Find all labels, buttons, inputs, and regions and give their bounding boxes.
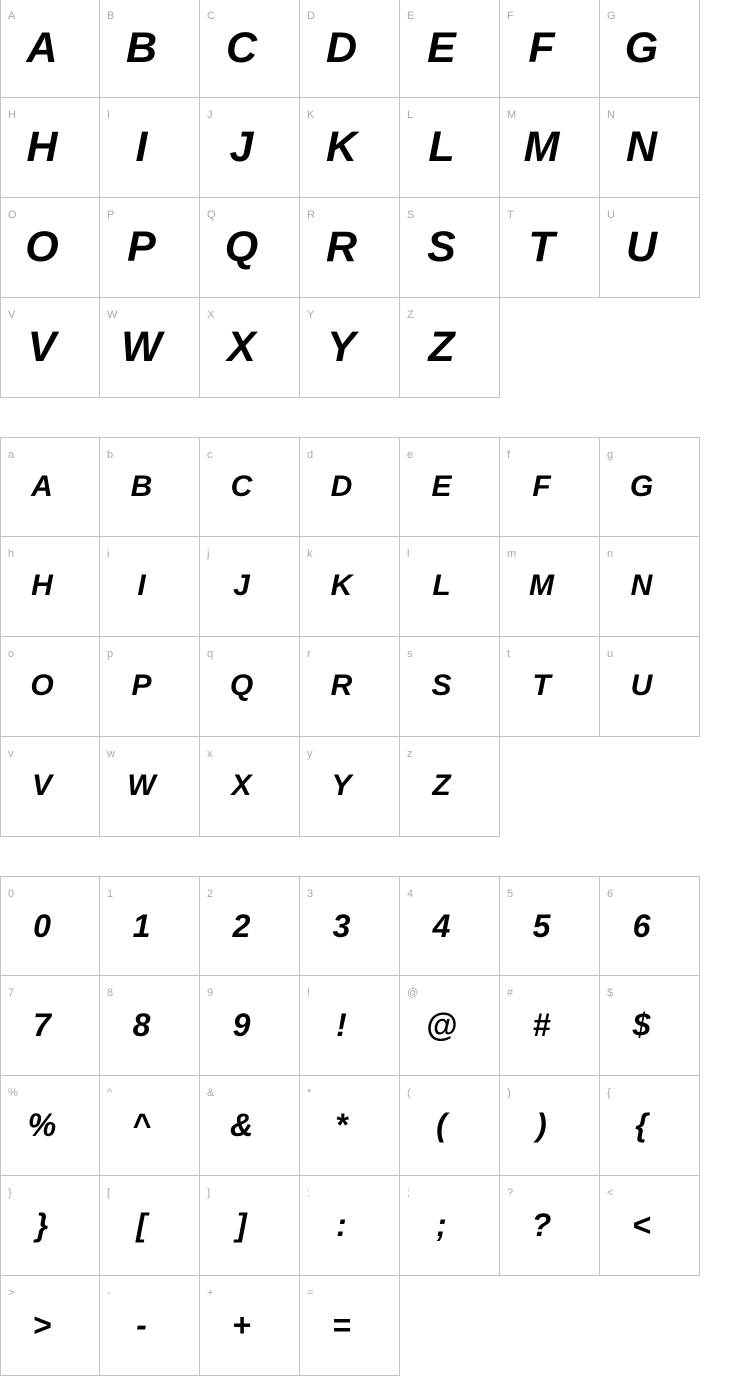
glyph-preview: X <box>231 769 252 802</box>
lowercase-glyph-table <box>0 437 740 837</box>
glyph-preview: O <box>25 223 59 271</box>
glyph-cell <box>200 537 300 637</box>
glyph-cell <box>200 0 300 98</box>
glyph-cell <box>500 198 600 298</box>
glyph-row <box>0 298 740 398</box>
glyph-preview: W <box>127 769 156 802</box>
glyph-cell <box>600 98 700 198</box>
glyph-character-label: z <box>407 748 413 760</box>
glyph-character-label: S <box>407 209 415 221</box>
glyph-preview: ! <box>336 1007 347 1043</box>
glyph-character-label: i <box>107 548 110 560</box>
glyph-character-label: 6 <box>607 888 614 900</box>
glyph-character-label: M <box>507 109 517 121</box>
glyph-preview: H <box>31 569 53 602</box>
glyph-preview: F <box>532 470 551 503</box>
glyph-cell <box>300 0 400 98</box>
glyph-cell <box>400 1176 500 1276</box>
glyph-preview: { <box>635 1107 648 1143</box>
glyph-preview: R <box>325 223 358 271</box>
glyph-cell <box>300 437 400 537</box>
glyph-character-label: j <box>207 548 210 560</box>
glyph-cell <box>600 198 700 298</box>
glyph-preview: L <box>428 123 455 171</box>
glyph-character-label: } <box>8 1187 12 1199</box>
glyph-character-label: n <box>607 548 614 560</box>
glyph-cell <box>100 198 200 298</box>
glyph-character-label: & <box>207 1087 215 1099</box>
glyph-character-label: ! <box>307 987 311 999</box>
glyph-cell <box>100 537 200 637</box>
glyph-cell <box>400 198 500 298</box>
glyph-character-label: o <box>8 648 15 660</box>
glyph-character-label: b <box>107 449 114 461</box>
glyph-preview: D <box>325 24 358 72</box>
glyph-character-label: V <box>8 309 16 321</box>
glyph-preview: M <box>523 123 560 171</box>
glyph-row <box>0 1076 740 1176</box>
glyph-preview: K <box>325 123 358 171</box>
glyph-preview: J <box>229 123 254 171</box>
glyph-preview: I <box>135 123 148 171</box>
glyph-preview: 2 <box>232 908 251 944</box>
glyph-preview: 8 <box>132 1007 151 1043</box>
glyph-preview: : <box>336 1207 347 1243</box>
glyph-preview: S <box>427 223 456 271</box>
glyph-cell <box>0 98 100 198</box>
glyph-character-label: l <box>407 548 410 560</box>
glyph-cell <box>0 198 100 298</box>
glyph-character-label: p <box>107 648 114 660</box>
glyph-character-label: I <box>107 109 111 121</box>
glyph-cell <box>600 637 700 737</box>
glyph-cell <box>300 737 400 837</box>
glyph-row <box>0 637 740 737</box>
glyph-cell <box>400 298 500 398</box>
glyph-character-label: G <box>607 10 616 22</box>
glyph-cell <box>0 1176 100 1276</box>
glyph-character-label: O <box>8 209 17 221</box>
glyph-character-label: d <box>307 449 314 461</box>
glyph-cell <box>0 0 100 98</box>
glyph-preview: } <box>35 1207 49 1243</box>
glyph-preview: J <box>233 569 250 602</box>
glyph-preview: P <box>127 223 156 271</box>
glyph-cell <box>200 1276 300 1376</box>
glyph-character-label: H <box>8 109 16 121</box>
glyph-row <box>0 976 740 1076</box>
glyph-row <box>0 437 740 537</box>
glyph-character-label: F <box>507 10 514 22</box>
glyph-cell <box>400 976 500 1076</box>
glyph-preview: B <box>130 470 153 503</box>
glyph-cell <box>600 0 700 98</box>
glyph-character-label: + <box>207 1287 214 1299</box>
glyph-character-label: t <box>507 648 511 660</box>
glyph-cell <box>0 976 100 1076</box>
glyph-character-label: < <box>607 1187 614 1199</box>
glyph-cell <box>100 876 200 976</box>
glyph-character-label: J <box>207 109 213 121</box>
glyph-cell <box>400 437 500 537</box>
glyph-cell <box>300 98 400 198</box>
glyph-character-label: @ <box>407 987 419 999</box>
glyph-preview: ^ <box>132 1107 151 1143</box>
glyph-cell <box>200 98 300 198</box>
glyph-preview: @ <box>425 1007 458 1043</box>
glyph-character-label: R <box>307 209 315 221</box>
glyph-character-label: K <box>307 109 315 121</box>
glyph-character-label: # <box>507 987 514 999</box>
glyph-cell <box>500 437 600 537</box>
glyph-character-label: ? <box>507 1187 514 1199</box>
glyph-preview: 7 <box>33 1007 51 1043</box>
glyph-preview: = <box>332 1307 351 1343</box>
glyph-character-label: x <box>207 748 213 760</box>
glyph-row <box>0 1176 740 1276</box>
glyph-character-label: q <box>207 648 214 660</box>
glyph-preview: 9 <box>232 1007 251 1043</box>
glyph-preview: ; <box>436 1207 447 1243</box>
glyph-cell <box>400 737 500 837</box>
glyph-character-label: B <box>107 10 115 22</box>
glyph-character-label: [ <box>107 1187 111 1199</box>
glyph-cell <box>300 198 400 298</box>
glyph-row <box>0 198 740 298</box>
glyph-character-label: m <box>507 548 517 560</box>
glyph-cell <box>600 1176 700 1276</box>
glyph-character-label: 2 <box>207 888 214 900</box>
glyph-cell <box>300 1076 400 1176</box>
glyph-cell <box>100 1276 200 1376</box>
glyph-preview: ] <box>236 1207 247 1243</box>
glyph-cell <box>400 98 500 198</box>
glyph-preview: * <box>335 1107 348 1143</box>
glyph-cell <box>200 437 300 537</box>
glyph-cell <box>0 1076 100 1176</box>
glyph-preview: & <box>229 1107 254 1143</box>
glyph-character-label: ; <box>407 1187 411 1199</box>
glyph-character-label: s <box>407 648 413 660</box>
glyph-cell <box>600 1076 700 1176</box>
glyph-cell <box>100 98 200 198</box>
glyph-cell <box>100 637 200 737</box>
glyph-preview: V <box>31 769 52 802</box>
glyph-character-label: ] <box>207 1187 211 1199</box>
glyph-preview: ( <box>436 1107 447 1143</box>
glyph-cell <box>500 637 600 737</box>
glyph-preview: Q <box>229 669 254 702</box>
glyph-character-label: : <box>307 1187 311 1199</box>
glyph-preview: # <box>532 1007 551 1043</box>
glyph-preview: W <box>121 323 162 371</box>
glyph-preview: T <box>532 669 551 702</box>
glyph-preview: U <box>625 223 658 271</box>
glyph-preview: L <box>432 569 451 602</box>
glyph-character-label: 4 <box>407 888 414 900</box>
glyph-preview: E <box>427 24 456 72</box>
glyph-character-label: % <box>8 1087 18 1099</box>
glyph-preview: $ <box>632 1007 651 1043</box>
glyph-character-label: * <box>307 1087 312 1099</box>
glyph-cell <box>200 1076 300 1176</box>
glyph-character-label: 8 <box>107 987 114 999</box>
glyph-character-label: 7 <box>8 987 15 999</box>
glyph-cell <box>0 437 100 537</box>
glyph-cell <box>300 976 400 1076</box>
glyph-preview: [ <box>136 1207 147 1243</box>
glyph-preview: S <box>431 669 452 702</box>
glyph-character-label: $ <box>607 987 614 999</box>
glyph-cell <box>400 537 500 637</box>
glyph-preview: N <box>625 123 658 171</box>
glyph-character-label: A <box>8 10 16 22</box>
glyph-character-label: ^ <box>107 1087 113 1099</box>
glyph-preview: N <box>630 569 653 602</box>
glyph-preview: Y <box>331 769 352 802</box>
glyph-character-label: k <box>307 548 313 560</box>
glyph-cell <box>200 637 300 737</box>
glyph-row <box>0 537 740 637</box>
glyph-preview: K <box>330 569 353 602</box>
glyph-preview: H <box>26 123 58 171</box>
glyph-character-label: 5 <box>507 888 514 900</box>
glyph-cell <box>300 876 400 976</box>
glyph-preview: G <box>624 24 659 72</box>
glyph-cell <box>100 976 200 1076</box>
glyph-character-label: T <box>507 209 514 221</box>
glyph-character-label: Y <box>307 309 315 321</box>
glyph-character-label: 9 <box>207 987 214 999</box>
glyph-row <box>0 737 740 837</box>
glyph-preview: > <box>32 1307 52 1343</box>
glyph-character-label: N <box>607 109 615 121</box>
glyph-preview: 1 <box>132 908 151 944</box>
glyph-preview: C <box>230 470 253 503</box>
glyph-preview: C <box>225 24 258 72</box>
glyph-preview: B <box>125 24 158 72</box>
glyph-character-label: E <box>407 10 415 22</box>
glyph-preview: 4 <box>432 908 451 944</box>
glyph-cell <box>400 1076 500 1176</box>
glyph-cell <box>200 298 300 398</box>
glyph-cell <box>600 537 700 637</box>
glyph-preview: Z <box>432 769 451 802</box>
glyph-cell <box>500 1176 600 1276</box>
glyph-preview: T <box>528 223 555 271</box>
glyph-character-label: W <box>107 309 118 321</box>
glyph-row <box>0 0 740 98</box>
glyph-character-label: c <box>207 449 213 461</box>
glyph-cell <box>600 437 700 537</box>
glyph-character-label: > <box>8 1287 15 1299</box>
glyph-character-label: r <box>307 648 311 660</box>
glyph-row <box>0 98 740 198</box>
glyph-cell <box>500 976 600 1076</box>
glyph-character-label: y <box>307 748 313 760</box>
glyph-cell <box>500 1076 600 1176</box>
glyph-preview: 6 <box>632 908 651 944</box>
glyph-preview: 0 <box>33 908 51 944</box>
glyph-preview: - <box>136 1307 147 1343</box>
glyph-preview: Y <box>327 323 356 371</box>
glyph-preview: G <box>629 470 654 503</box>
glyph-cell <box>300 1176 400 1276</box>
glyph-cell <box>200 1176 300 1276</box>
glyph-cell <box>300 637 400 737</box>
glyph-character-label: e <box>407 449 414 461</box>
glyph-preview: V <box>27 323 57 371</box>
glyph-character-label: ( <box>407 1087 411 1099</box>
glyph-character-label: 3 <box>307 888 314 900</box>
glyph-character-label: U <box>607 209 615 221</box>
glyph-preview: 3 <box>332 908 351 944</box>
glyph-cell <box>200 876 300 976</box>
glyph-preview: R <box>330 669 353 702</box>
glyph-character-label: 1 <box>107 888 114 900</box>
glyph-cell <box>500 98 600 198</box>
glyph-cell <box>300 1276 400 1376</box>
glyph-cell <box>100 1076 200 1176</box>
glyph-character-label: 0 <box>8 888 15 900</box>
uppercase-glyph-table <box>0 0 740 398</box>
glyph-preview: Q <box>224 223 259 271</box>
glyph-character-label: h <box>8 548 15 560</box>
glyph-preview: % <box>27 1107 57 1143</box>
glyph-preview: A <box>26 24 58 72</box>
glyph-character-label: f <box>507 449 511 461</box>
glyph-character-label: = <box>307 1287 314 1299</box>
glyph-cell <box>0 876 100 976</box>
glyph-character-label: D <box>307 10 315 22</box>
glyph-preview: F <box>528 24 555 72</box>
glyph-character-label: X <box>207 309 215 321</box>
glyph-character-label: v <box>8 748 14 760</box>
glyph-preview: < <box>632 1207 651 1243</box>
glyph-preview: O <box>30 669 54 702</box>
glyph-cell <box>300 298 400 398</box>
glyph-cell <box>100 1176 200 1276</box>
glyph-preview: E <box>431 470 452 503</box>
glyph-cell <box>100 737 200 837</box>
glyph-preview: I <box>137 569 146 602</box>
glyph-character-label: Z <box>407 309 414 321</box>
glyph-character-label: L <box>407 109 414 121</box>
glyph-preview: Z <box>428 323 455 371</box>
glyph-preview: U <box>630 669 653 702</box>
glyph-cell <box>0 637 100 737</box>
glyph-character-label: u <box>607 648 614 660</box>
glyph-preview: X <box>227 323 256 371</box>
glyph-cell <box>100 0 200 98</box>
glyph-preview: P <box>131 669 152 702</box>
glyph-preview: D <box>330 470 353 503</box>
glyph-cell <box>500 537 600 637</box>
glyph-cell <box>400 0 500 98</box>
glyph-character-label: ) <box>507 1087 511 1099</box>
glyph-preview: M <box>529 569 554 602</box>
glyph-cell <box>600 876 700 976</box>
glyph-cell <box>400 876 500 976</box>
glyph-character-label: g <box>607 449 614 461</box>
glyph-cell <box>500 876 600 976</box>
glyph-preview: 5 <box>532 908 551 944</box>
glyph-cell <box>0 737 100 837</box>
glyph-character-label: a <box>8 449 15 461</box>
glyph-cell <box>600 976 700 1076</box>
glyph-cell <box>100 437 200 537</box>
glyph-cell <box>100 298 200 398</box>
glyph-cell <box>0 298 100 398</box>
glyph-cell <box>0 1276 100 1376</box>
glyph-cell <box>200 737 300 837</box>
glyph-cell <box>400 637 500 737</box>
glyph-row <box>0 1276 740 1376</box>
glyph-cell <box>0 537 100 637</box>
glyph-character-label: w <box>107 748 115 760</box>
glyph-character-label: - <box>107 1287 111 1299</box>
glyph-row <box>0 876 740 976</box>
glyph-character-label: Q <box>207 209 216 221</box>
glyph-cell <box>500 0 600 98</box>
symbols-glyph-table <box>0 876 740 1376</box>
glyph-character-label: P <box>107 209 115 221</box>
glyph-preview: ? <box>531 1207 552 1243</box>
glyph-preview: ) <box>536 1107 547 1143</box>
glyph-character-label: { <box>607 1087 611 1099</box>
glyph-cell <box>200 976 300 1076</box>
glyph-preview: A <box>31 470 53 503</box>
glyph-cell <box>200 198 300 298</box>
glyph-character-label: C <box>207 10 215 22</box>
glyph-preview: + <box>232 1307 251 1343</box>
glyph-cell <box>300 537 400 637</box>
